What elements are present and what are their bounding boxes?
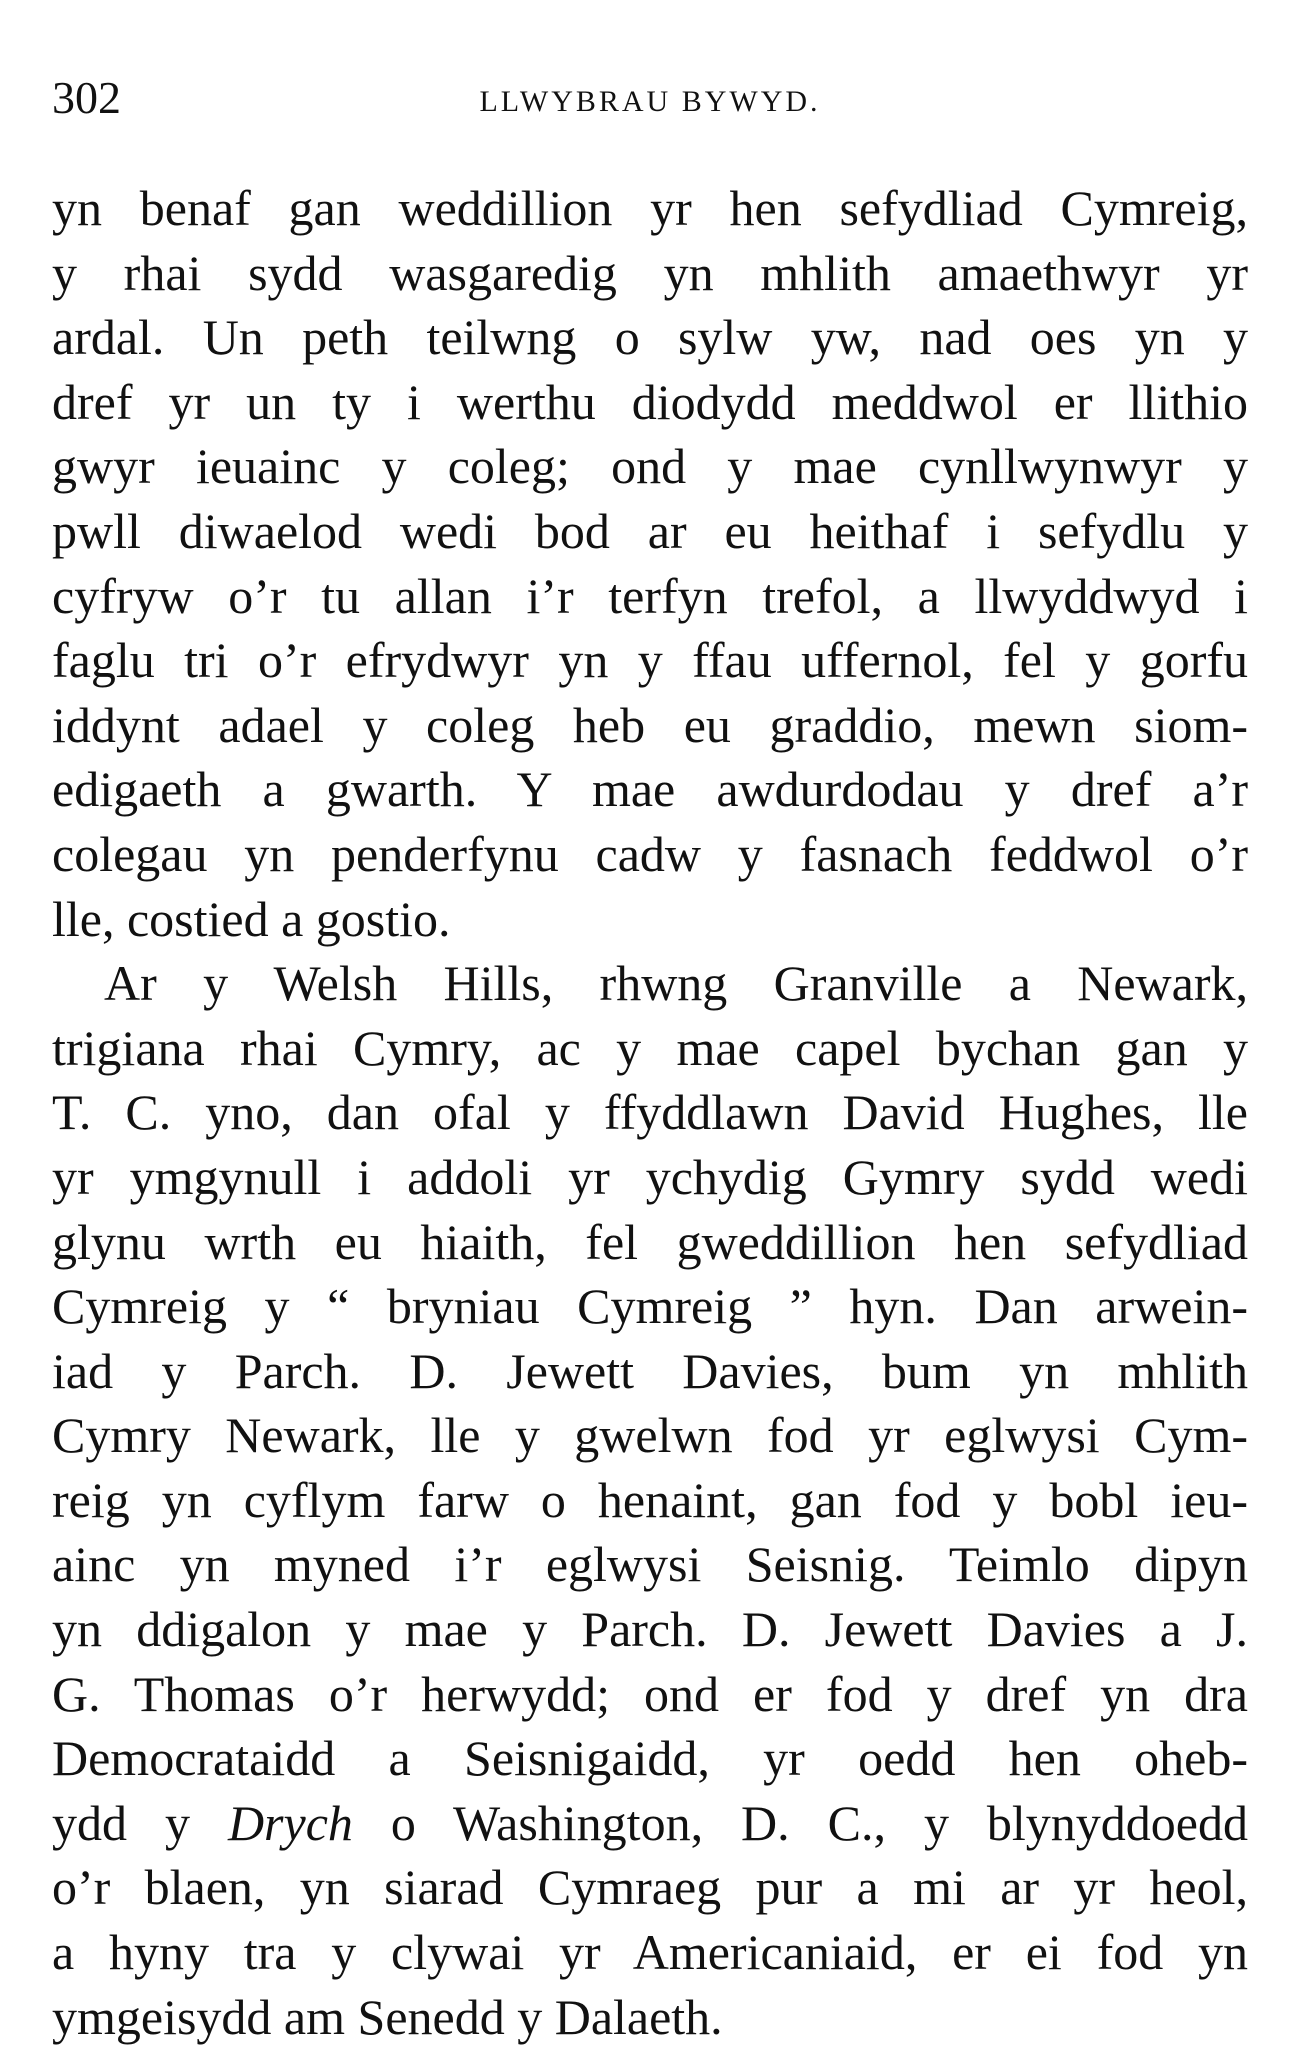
text-segment: ydd y [52,1794,228,1851]
text-line: edigaeth a gwarth. Y mae awdurdodau y dref a’r [52,761,1248,818]
text-line: ainc yn myned i’r eglwysi Seisnig. Teimlo dipyn [52,1536,1248,1593]
paragraph-1 [52,176,1248,951]
text-line: y rhai sydd wasgaredig yn mhlith amaethwyr yr [52,244,1248,301]
text-line: glynu wrth eu hiaith, fel gweddillion hen sefydliad [52,1213,1248,1270]
text-line: trigiana rhai Cymry, ac y mae capel bychan gan y [52,1019,1248,1076]
text-line: cyfryw o’r tu allan i’r terfyn trefol, a llwyddwyd i [52,567,1248,624]
text-segment: o Washington, D. C., y blynyddoedd [352,1794,1249,1851]
text-line: dref yr un ty i werthu diodydd meddwol er llithio [52,373,1248,430]
page-header [52,68,1248,128]
text-line: a hyny tra y clywai yr Americaniaid, er ei fod yn [52,1924,1248,1981]
text-line: yn benaf gan weddillion yr hen sefydliad Cymreig, [52,180,1248,236]
text-line: colegau yn penderfynu cadw y fasnach feddwol o’r [52,825,1248,882]
text-line: yn ddigalon y mae y Parch. D. Jewett Davies a J. [52,1601,1248,1658]
text-line: ymgeisydd am Senedd y Dalaeth. [52,1988,723,2045]
italic-title: Drych [227,1794,353,1851]
text-line: faglu tri o’r efrydwyr yn y ffau uffernol, fel y gorfu [52,632,1248,689]
paragraph-2 [52,951,1248,2049]
page-number: 302 [52,72,121,123]
text-line: gwyr ieuainc y coleg; ond y mae cynllwynwyr y [52,438,1248,495]
text-line: G. Thomas o’r herwydd; ond er fod y dref yn dra [52,1665,1248,1722]
text-line: Ar y Welsh Hills, rhwng Granville a Newark, [104,955,1248,1012]
text-line: reig yn cyflym farw o henaint, gan fod y bobl ieu- [52,1471,1248,1528]
text-line: iad y Parch. D. Jewett Davies, bum yn mhlith [52,1342,1248,1399]
text-line: o’r blaen, yn siarad Cymraeg pur a mi ar yr heol, [52,1859,1248,1916]
text-line: lle, costied a gostio. [52,890,451,947]
text-line: T. C. yno, dan ofal y ffyddlawn David Hughes, lle [52,1084,1248,1141]
text-line: ardal. Un peth teilwng o sylw yw, nad oes yn y [52,309,1248,366]
running-head: LLWYBRAU BYWYD. [479,85,821,118]
text-line: Cymreig y “ bryniau Cymreig ” hyn. Dan arwein- [52,1278,1248,1335]
text-line: pwll diwaelod wedi bod ar eu heithaf i sefydlu y [52,502,1248,559]
text-line-with-italic [52,1791,1248,1856]
text-line: Democrataidd a Seisnigaidd, yr oedd hen oheb- [52,1730,1248,1787]
body-text [52,176,1248,2049]
text-line: Cymry Newark, lle y gwelwn fod yr eglwysi Cym- [52,1407,1248,1464]
text-line: iddynt adael y coleg heb eu graddio, mewn siom- [52,696,1248,753]
text-line: yr ymgynull i addoli yr ychydig Gymry sydd wedi [52,1148,1248,1205]
